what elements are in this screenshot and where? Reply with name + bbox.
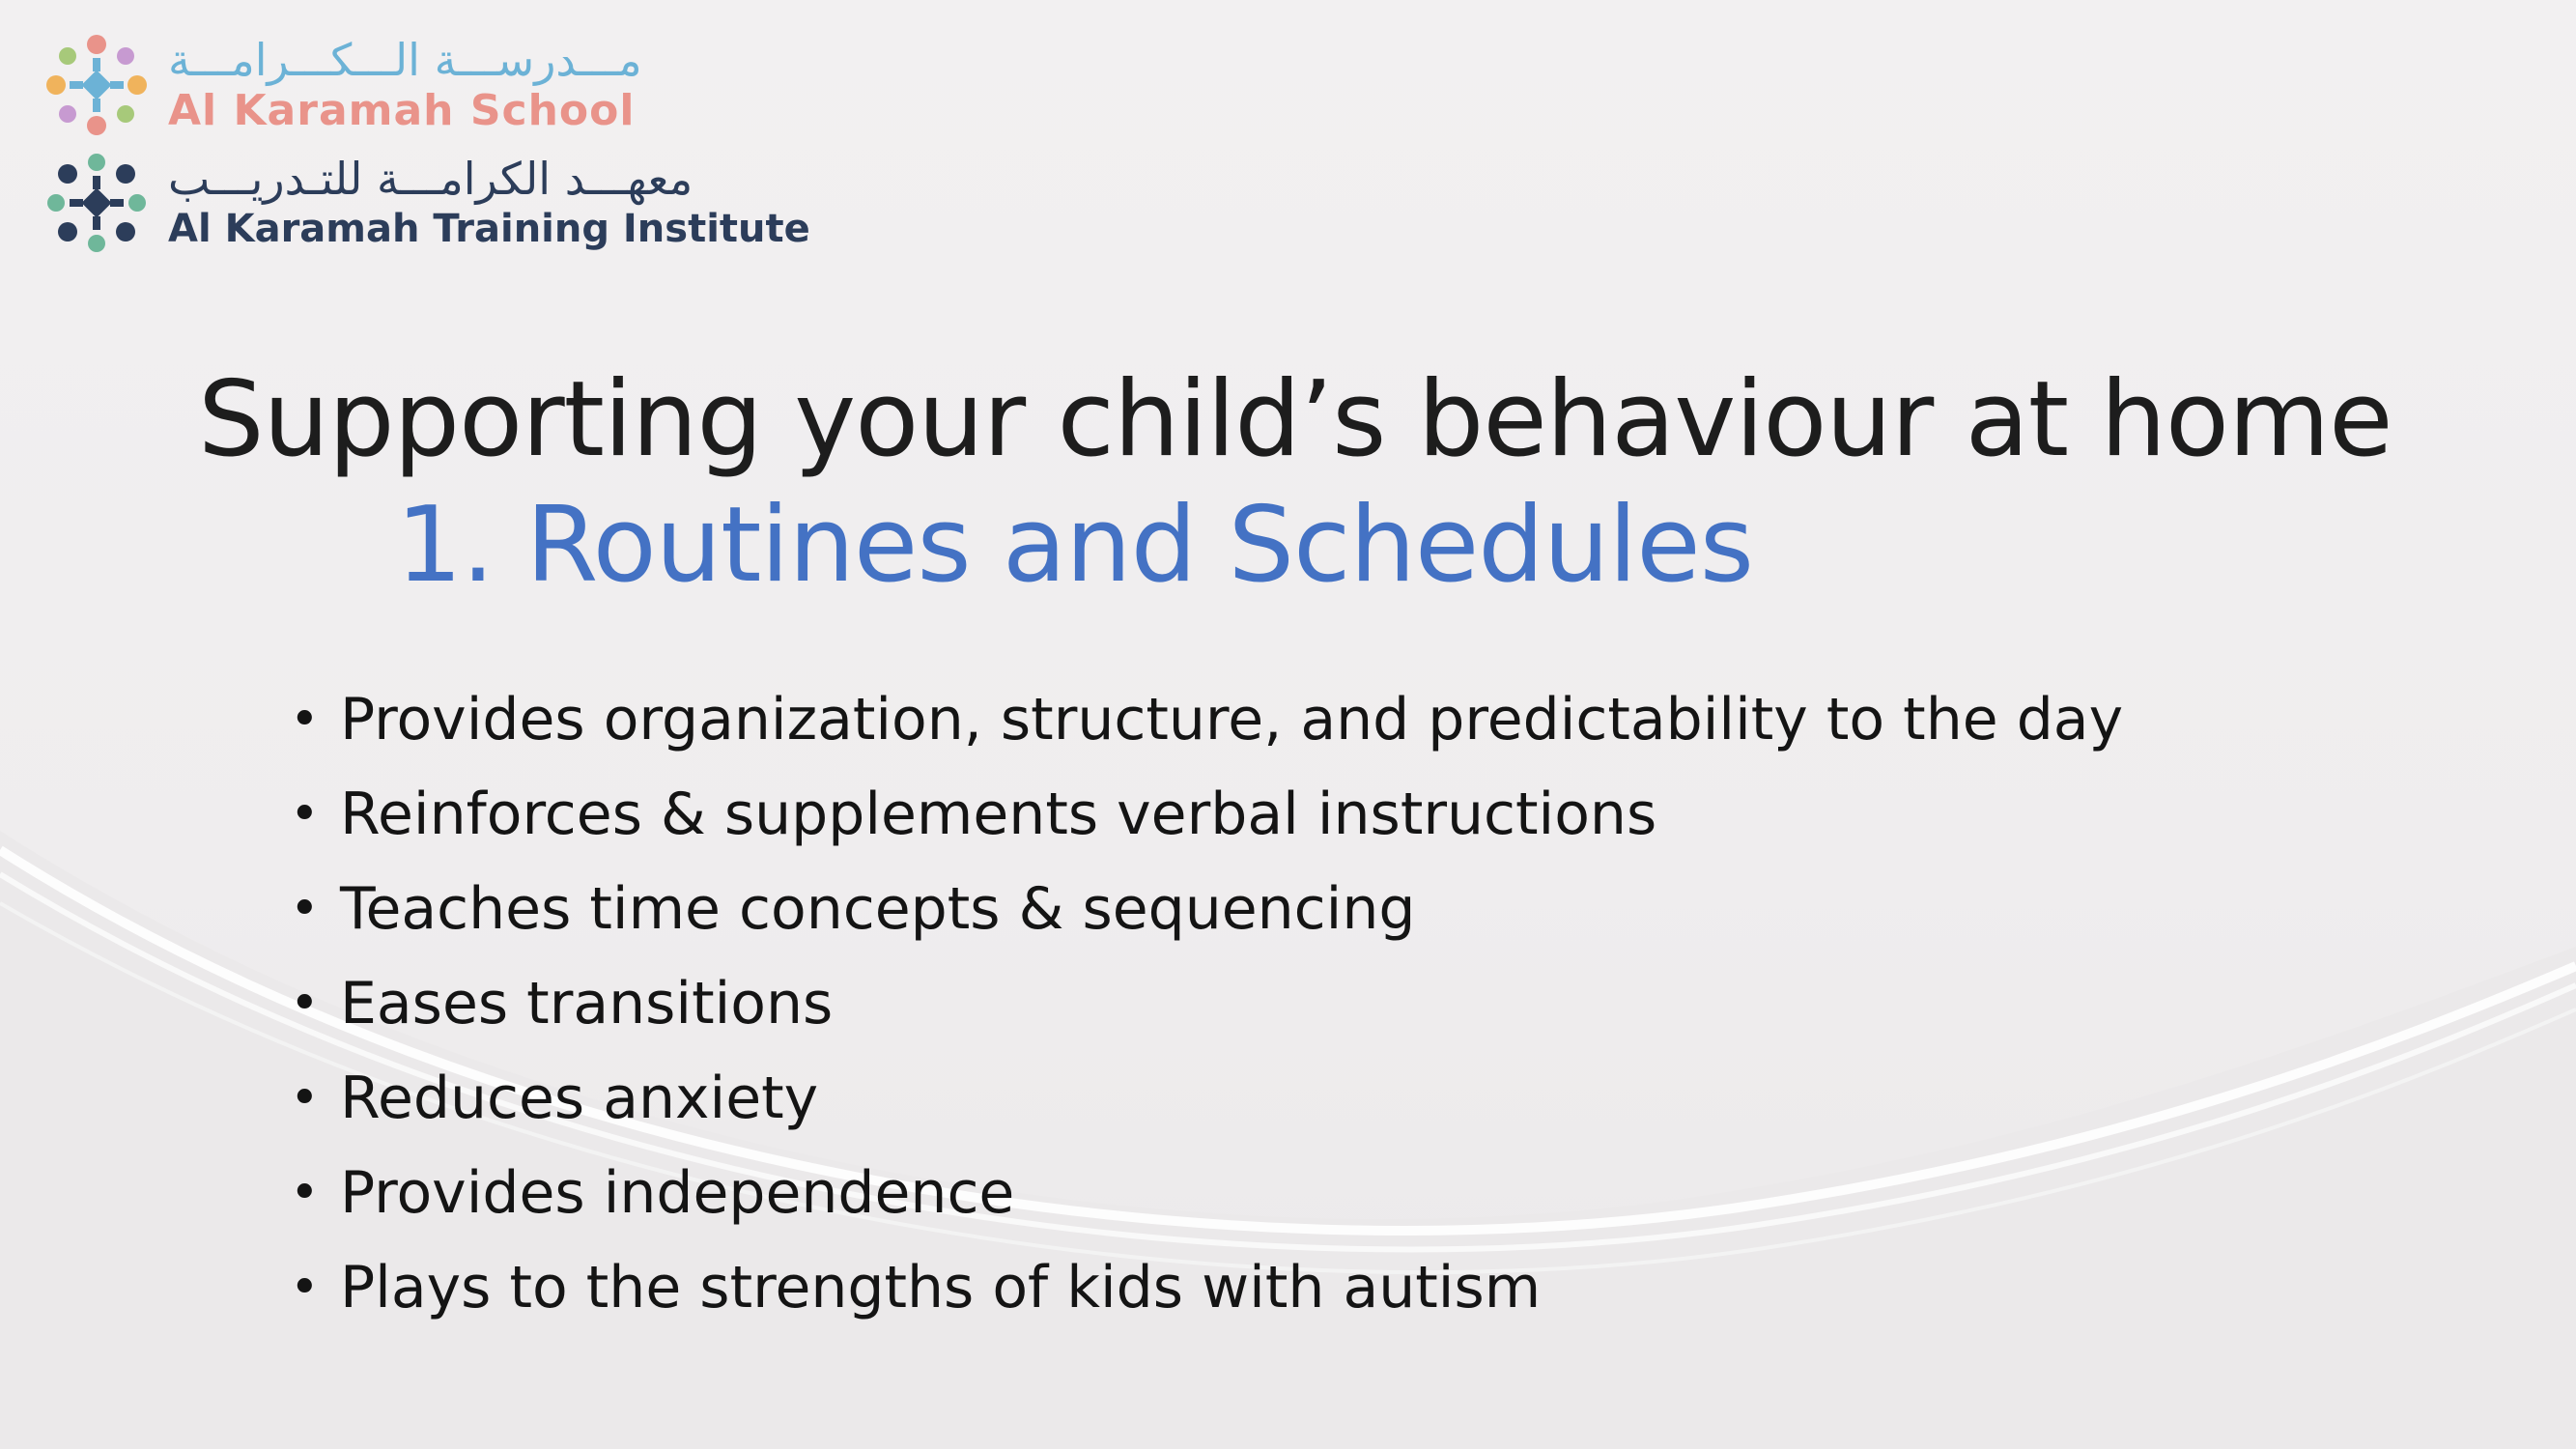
bullet-dot-icon: • [290,975,320,1033]
bullet-list [290,676,2123,1339]
school-logo [35,23,642,147]
bullet-item [290,866,2123,960]
bullet-dot-icon: • [290,785,320,843]
school-emblem-icon [35,23,158,147]
bullet-text: Reduces anxiety [340,1065,819,1132]
bullet-item [290,1055,2123,1150]
bullet-dot-icon: • [290,1259,320,1317]
institute-name-arabic: معهـــد الكرامـــة للتـدريـــب [168,153,694,205]
institute-logo [35,141,810,265]
slide-title: Supporting your child’s behaviour at home [198,359,2392,480]
bullet-text: Reinforces & supplements verbal instructions [340,781,1657,848]
bullet-text: Provides independence [340,1159,1015,1227]
institute-name-english: Al Karamah Training Institute [168,207,810,251]
bullet-item [290,1244,2123,1339]
slide-subtitle: 1. Routines and Schedules [396,485,1753,606]
bullet-text: Teaches time concepts & sequencing [340,875,1416,943]
bullet-text: Eases transitions [340,970,834,1037]
bullet-item [290,676,2123,771]
logo [35,23,810,274]
bullet-dot-icon: • [290,880,320,938]
school-name-arabic: مـــدرســـة الـــكـــرامـــة [168,34,642,86]
bullet-text: Provides organization, structure, and predictability to the day [340,686,2124,753]
bullet-item [290,960,2123,1055]
bullet-dot-icon: • [290,1164,320,1222]
school-name-english: Al Karamah School [168,86,636,135]
bullet-item [290,1150,2123,1244]
bullet-dot-icon: • [290,1069,320,1127]
bullet-text: Plays to the strengths of kids with autism [340,1254,1542,1321]
bullet-dot-icon: • [290,691,320,749]
bullet-item [290,771,2123,866]
institute-emblem-icon [35,141,158,265]
